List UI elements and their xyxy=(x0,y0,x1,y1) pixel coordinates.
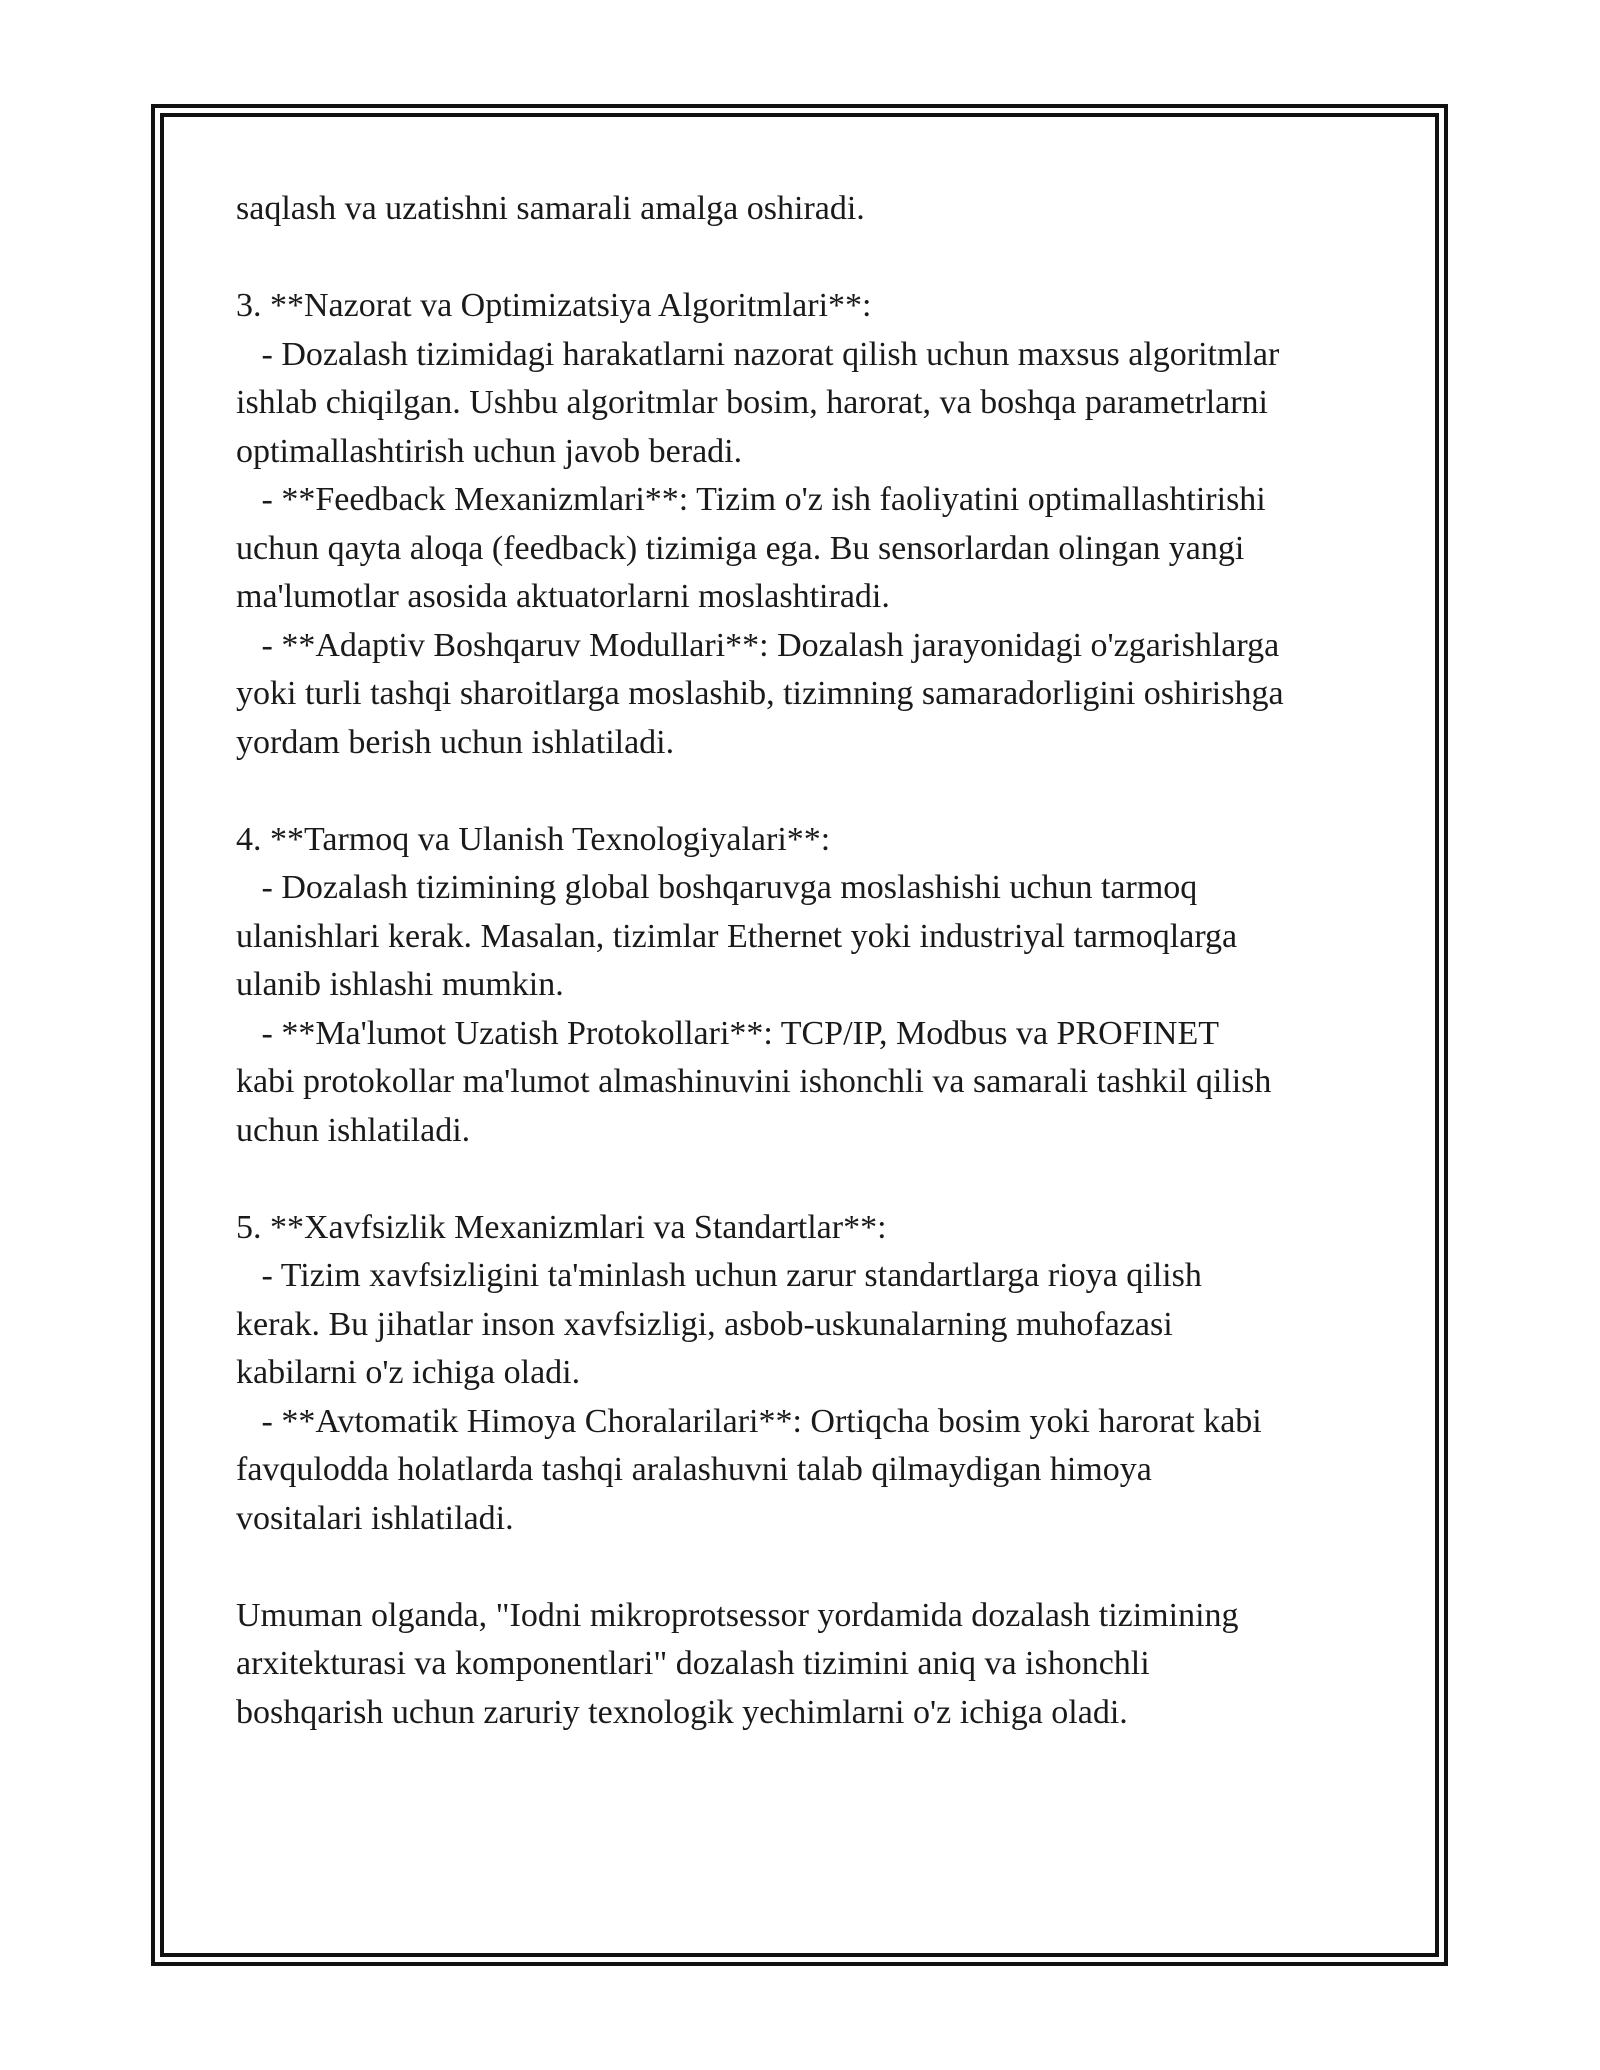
text-line: - **Feedback Mexanizmlari**: Tizim o'z ish faoliyatini optimallashtirishi xyxy=(236,481,1266,518)
text-line: - Tizim xavfsizligini ta'minlash uchun zarur standartlarga rioya qilish xyxy=(236,1257,1202,1294)
text-line: kabi protokollar ma'lumot almashinuvini ishonchli va samarali tashkil qilish xyxy=(236,1063,1272,1100)
text-line: ishlab chiqilgan. Ushbu algoritmlar bosim, harorat, va boshqa parametrlarni xyxy=(236,384,1269,421)
text-line: 3. **Nazorat va Optimizatsiya Algoritmlari**: xyxy=(236,287,872,324)
text-line: ma'lumotlar asosida aktuatorlarni moslashtiradi. xyxy=(236,578,890,615)
blank-line xyxy=(236,234,1386,283)
text-line: optimallashtirish uchun javob beradi. xyxy=(236,432,743,470)
text-line: uchun qayta aloqa (feedback) tizimiga ega. Bu sensorlardan olingan yangi xyxy=(236,529,1245,567)
text-line: favqulodda holatlarda tashqi aralashuvni talab qilmaydigan himoya xyxy=(236,1451,1152,1488)
text-line: 4. **Tarmoq va Ulanish Texnologiyalari**: xyxy=(236,820,831,858)
blank-line xyxy=(236,767,1386,816)
text-line: vositalari ishlatiladi. xyxy=(236,1499,514,1537)
text-line: saqlash va uzatishni samarali amalga oshiradi. xyxy=(236,190,865,227)
text-line: kerak. Bu jihatlar inson xavfsizligi, asbob-uskunalarning muhofazasi xyxy=(236,1305,1173,1343)
text-line: ulanishlari kerak. Masalan, tizimlar Ethernet yoki industriyal tarmoqlarga xyxy=(236,917,1238,955)
text-line: boshqarish uchun zaruriy texnologik yechimlarni o'z ichiga oladi. xyxy=(236,1693,1128,1731)
text-line: kabilarni o'z ichiga oladi. xyxy=(236,1354,581,1391)
text-line: ulanib ishlashi mumkin. xyxy=(236,966,564,1003)
text-line: 5. **Xavfsizlik Mexanizmlari va Standartlar**: xyxy=(236,1208,887,1246)
text-line: Umuman olganda, "Iodni mikroprotsessor yordamida dozalash tizimining xyxy=(236,1596,1239,1634)
text-line: uchun ishlatiladi. xyxy=(236,1111,471,1149)
blank-line xyxy=(236,1155,1386,1204)
text-line: - Dozalash tizimining global boshqaruvga moslashishi uchun tarmoq xyxy=(236,869,1198,906)
text-line: arxitekturasi va komponentlari" dozalash tizimini aniq va ishonchli xyxy=(236,1645,1150,1682)
text-line: - **Ma'lumot Uzatish Protokollari**: TCP/IP, Modbus va PROFINET xyxy=(236,1014,1220,1052)
text-line: yordam berish uchun ishlatiladi. xyxy=(236,723,675,761)
text-line: yoki turli tashqi sharoitlarga moslashib, tizimning samaradorligini oshirishga xyxy=(236,675,1284,712)
document-body xyxy=(236,185,1386,1737)
text-line: - Dozalash tizimidagi harakatlarni nazorat qilish uchun maxsus algoritmlar xyxy=(236,335,1280,373)
blank-line xyxy=(236,1543,1386,1592)
text-line: - **Avtomatik Himoya Choralarilari**: Ortiqcha bosim yoki harorat kabi xyxy=(236,1402,1262,1440)
text-line: - **Adaptiv Boshqaruv Modullari**: Dozalash jarayonidagi o'zgarishlarga xyxy=(236,626,1280,664)
